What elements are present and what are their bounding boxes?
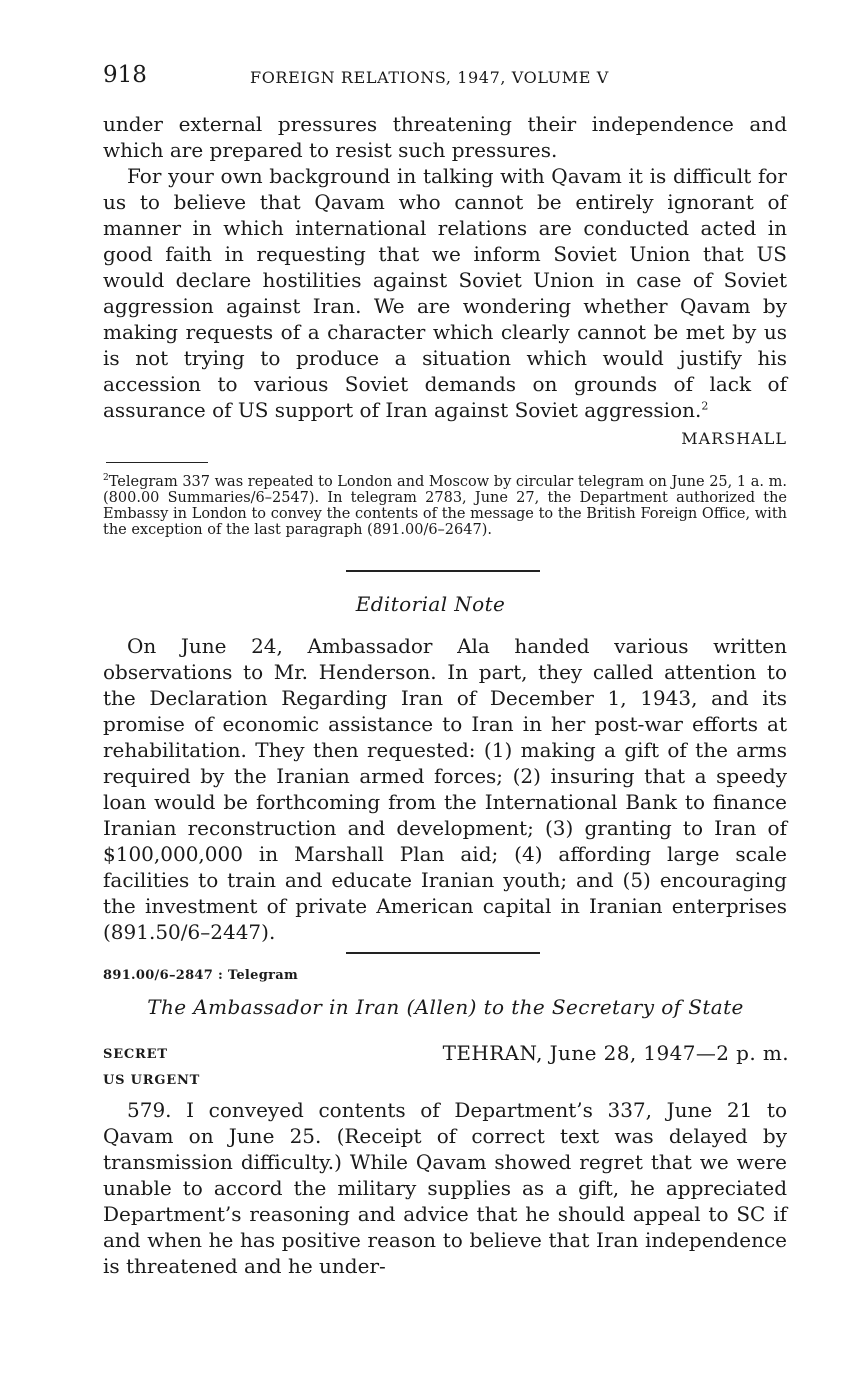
editorial-note-paragraph: On June 24, Ambassador Ala handed various written observations to Mr. Henderson. In part, they called attention to the Declaration Regarding Iran of December 1, 1943, and its promise of economic assistance to Iran in her post-war efforts at rehabilitation. They then requested: (1) making a gift of the arms required by the Iranian armed forces; (2) insuring that a speedy loan would be forthcoming from the International Bank to finance Iranian reconstruction and development; (3) granting to Iran of $100,000,000 in Marshall Plan aid; (4) affording large scale facilities to train and educate Iranian youth; and (5) encouraging the investment of private American capital in Iranian enterprises (891.50/6–2447). — [103, 634, 787, 944]
editorial-note-heading: Editorial Note — [355, 592, 506, 616]
telegram-body — [103, 1097, 787, 1279]
footnote-marker: 2 — [103, 473, 109, 483]
signature-marshall: MARSHALL — [681, 429, 787, 448]
classification-secret: SECRET — [103, 1047, 168, 1062]
section-divider — [346, 570, 540, 572]
footnote-rule — [106, 462, 208, 463]
paragraph-continuation: under external pressures threatening their independence and which are prepared to resist such pressures. — [103, 112, 787, 162]
footnote-text: Telegram 337 was repeated to London and Moscow by circular telegram on June 25, 1 a. m. (800.00 Summaries/6–2547). In telegram 2783, June 27, the Department authorized the Embassy in London to convey the contents of the message to the British Foreign Office, with the exception of the last paragraph (891.00/6–2647). — [103, 473, 787, 539]
footnote — [103, 470, 787, 539]
telegram-paragraph: 579. I conveyed contents of Department’s 337, June 21 to Qavam on June 25. (Receipt of correct text was delayed by transmission difficulty.) While Qavam showed regret that we were unable to accord the military supplies as a gift, he appreciated Department’s reasoning and advice that he should appeal to SC if and when he has positive reason to believe that Iran independence is threatened and he under- — [103, 1098, 787, 1278]
page-number: 918 — [103, 62, 147, 88]
paragraph-background — [103, 163, 787, 423]
file-reference: 891.00/6–2847 : Telegram — [103, 968, 299, 983]
editorial-note-body — [103, 633, 787, 945]
document-title: The Ambassador in Iran (Allen) to the Secretary of State — [147, 995, 744, 1019]
classification-urgent: US URGENT — [103, 1073, 201, 1088]
section-divider — [346, 952, 540, 954]
running-head: FOREIGN RELATIONS, 1947, VOLUME V — [250, 68, 609, 87]
continued-telegram-text — [103, 111, 787, 423]
page-header — [103, 62, 787, 94]
dateline: TEHRAN, June 28, 1947—2 p. m. — [442, 1041, 789, 1065]
paragraph-background-text: For your own background in talking with Qavam it is difficult for us to believe that Qavam who cannot be entirely ignorant of manner in which international relations are conducted acted in good faith in requesting that we inform Soviet Union that US would declare hostilities against Soviet Union in case of Soviet aggression against Iran. We are wondering whether Qavam by making requests of a character which clearly cannot be met by us is not trying to produce a situation which would justify his accession to various Soviet demands on grounds of lack of assurance of US support of Iran against Soviet aggression. — [103, 164, 787, 422]
footnote-reference: 2 — [701, 399, 709, 413]
